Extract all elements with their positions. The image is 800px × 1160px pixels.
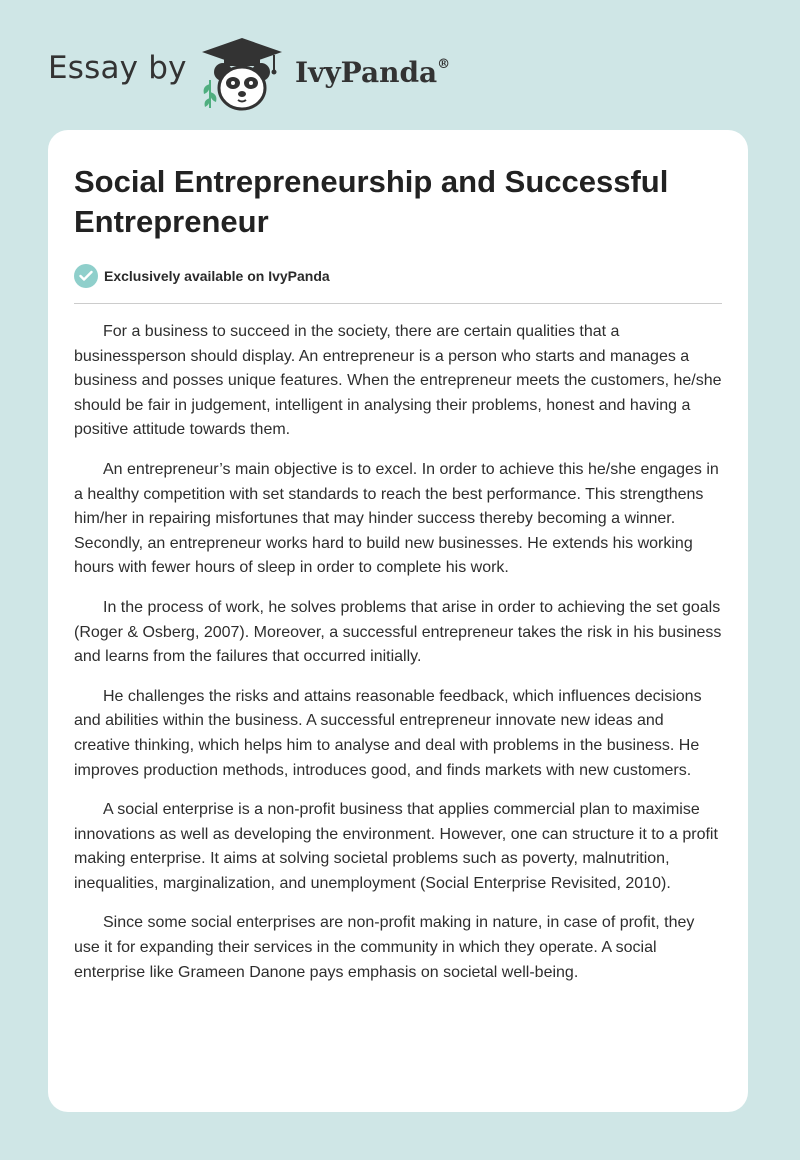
paragraph: Since some social enterprises are non-profit making in nature, in case of profit, they use it for expanding their services in the community in which they operate. A social enterprise like Grameen Danone pays emphasis on societal well-being.: [74, 914, 695, 981]
paragraph: He challenges the risks and attains reasonable feedback, which influences decisions and abilities within the business. A successful entrepreneur innovate new ideas and creative thinking, which helps him to analyse and deal with problems in the business. He improves production methods, introduces good, and finds markets with new customers.: [74, 687, 702, 779]
trademark-symbol: ®: [437, 56, 451, 72]
essay-title: Social Entrepreneurship and Successful Entrepreneur: [74, 164, 669, 239]
ivypanda-logo-icon[interactable]: [200, 36, 284, 112]
exclusive-label: Exclusively available on IvyPanda: [104, 268, 330, 284]
paragraph: An entrepreneur’s main objective is to excel. In order to achieve this he/she engages in a healthy competition with set standards to reach the best performance. This strengthens him/her in repairing misfortunes that may hinder success thereby becoming a winner. Secondly, an entrepreneur works hard to build new businesses. He extends his working hours with fewer hours of sleep in order to complete his work.: [74, 460, 719, 577]
brand-name[interactable]: IvyPanda®: [295, 56, 451, 89]
exclusive-badge: [74, 263, 330, 289]
paragraph: A social enterprise is a non-profit business that applies commercial plan to maximise innovations as well as developing the environment. However, one can structure it to a profit making enterprise. It aims at solving societal problems such as poverty, malnutrition, inequalities, marginalization, and unemployment (Social Enterprise Revisited, 2010).: [74, 801, 718, 892]
essay-by-label: Essay by: [48, 50, 187, 86]
paragraph: In the process of work, he solves problems that arise in order to achieving the set goals (Roger & Osberg, 2007). Moreover, a successful entrepreneur takes the risk in his business and learns from the failures that occurred initially.: [74, 598, 722, 666]
essay-body: [74, 320, 724, 1000]
check-circle-icon: [74, 264, 98, 288]
site-header: [0, 0, 800, 130]
title-divider: [74, 303, 722, 304]
paragraph: For a business to succeed in the society, there are certain qualities that a businessperson should display. An entrepreneur is a person who starts and manages a business and posses unique features. When the entrepreneur meets the customers, he/she should be fair in judgement, intelligent in analysing their problems, honest and having a positive attitude towards them.: [74, 323, 722, 439]
essay-card: [48, 130, 748, 1112]
